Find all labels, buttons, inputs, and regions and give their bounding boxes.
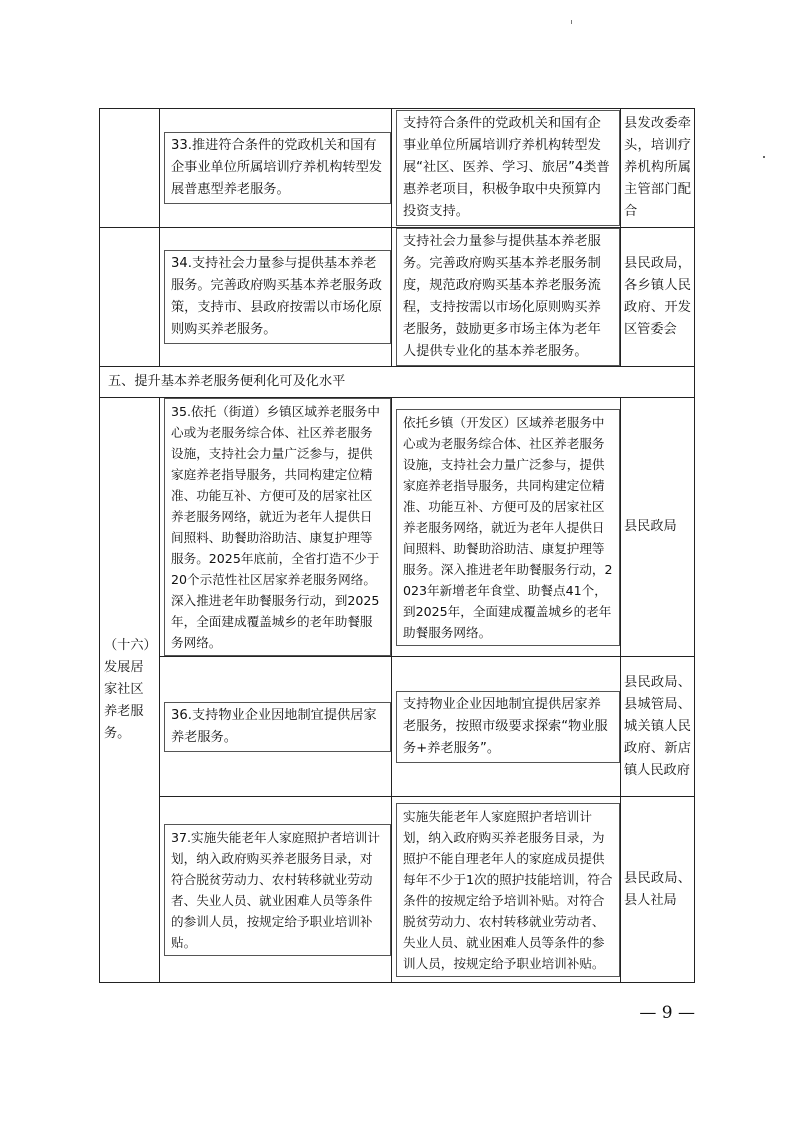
measure-cell bbox=[392, 797, 621, 983]
table-row bbox=[100, 228, 695, 367]
section-row bbox=[100, 367, 695, 398]
scan-dot bbox=[763, 156, 765, 158]
category-cell-empty bbox=[100, 109, 160, 228]
task-cell bbox=[160, 657, 392, 797]
measure-cell bbox=[392, 398, 621, 657]
table-row bbox=[100, 657, 695, 797]
dept-text: 县发改委牵头，培训疗养机构所属主管部门配合 bbox=[621, 109, 695, 228]
task-text: 37.实施失能老年人家庭照护者培训计划，纳入政府购买养老服务目录，对符合脱贫劳动力、农村转移就业劳动者、失业人员、就业困难人员等条件的参训人员，按规定给予职业培训补贴。 bbox=[164, 824, 391, 956]
measure-text: 支持物业企业因地制宜提供居家养老服务，按照市级要求探索“物业服务+养老服务”。 bbox=[396, 691, 620, 763]
task-cell bbox=[160, 398, 392, 657]
category-cell-empty bbox=[100, 228, 160, 367]
measure-text: 支持符合条件的党政机关和国有企事业单位所属培训疗养机构转型发展“社区、医养、学习、旅居”4类普惠养老项目，积极争取中央预算内投资支持。 bbox=[396, 110, 620, 226]
task-cell bbox=[160, 797, 392, 983]
measure-text: 支持社会力量参与提供基本养老服务。完善政府购买基本养老服务制度，规范政府购买基本养老服务流程，支持按需以市场化原则购买养老服务，鼓励更多市场主体为老年人提供专业化的基本养老服务。 bbox=[396, 228, 620, 366]
dept-text: 县民政局，各乡镇人民政府、开发区管委会 bbox=[621, 228, 695, 367]
table-row bbox=[100, 797, 695, 983]
task-cell bbox=[160, 228, 392, 367]
task-text: 36.支持物业企业因地制宜提供居家养老服务。 bbox=[164, 702, 391, 752]
policy-table bbox=[99, 108, 695, 983]
measure-text: 实施失能老年人家庭照护者培训计划，纳入政府购买养老服务目录，为照护不能自理老年人的家庭成员提供每年不少于1次的照护技能培训，符合条件的按规定给予培训补贴。对符合脱贫劳动力、农村转移就业劳动者、失业人员、就业困难人员等条件的参训人员，按规定给予职业培训补贴。 bbox=[396, 803, 620, 977]
section-heading: 五、提升基本养老服务便利化可及化水平 bbox=[100, 367, 695, 398]
table-row bbox=[100, 109, 695, 228]
task-text: 35.依托（街道）乡镇区域养老服务中心或为老服务综合体、社区养老服务设施，支持社会力量广泛参与，提供家庭养老指导服务，共同构建定位精准、功能互补、方便可及的居家社区养老服务网络，就近为老年人提供日间照料、助餐助浴助洁、康复护理等服务。2025年底前，全省打造不少于20个示范性社区居家养老服务网络。深入推进老年助餐服务行动，到2025年，全面建成覆盖城乡的老年助餐服务网络。 bbox=[164, 398, 391, 656]
measure-cell bbox=[392, 109, 621, 228]
category-cell: （十六）发展居家社区养老服务。 bbox=[100, 398, 160, 983]
dept-text: 县民政局 bbox=[621, 398, 695, 657]
task-text: 33.推进符合条件的党政机关和国有企事业单位所属培训疗养机构转型发展普惠型养老服务。 bbox=[164, 132, 391, 204]
dept-text: 县民政局、县城管局、城关镇人民政府、新店镇人民政府 bbox=[621, 657, 695, 797]
measure-cell bbox=[392, 228, 621, 367]
task-cell bbox=[160, 109, 392, 228]
scan-mark bbox=[571, 20, 572, 24]
table-row bbox=[100, 398, 695, 657]
measure-text: 依托乡镇（开发区）区域养老服务中心或为老服务综合体、社区养老服务设施，支持社会力量广泛参与，提供家庭养老指导服务，共同构建定位精准、功能互补、方便可及的居家社区养老服务网络，就近为老年人提供日间照料、助餐助浴助洁、康复护理等服务。深入推进老年助餐服务行动，2023年新增老年食堂、助餐点41个，到2025年，全面建成覆盖城乡的老年助餐服务网络。 bbox=[396, 409, 620, 646]
task-text: 34.支持社会力量参与提供基本养老服务。完善政府购买基本养老服务政策，支持市、县政府按需以市场化原则购买养老服务。 bbox=[164, 250, 391, 344]
measure-cell bbox=[392, 657, 621, 797]
dept-text: 县民政局、县人社局 bbox=[621, 797, 695, 983]
page-number: — 9 — bbox=[639, 1003, 695, 1023]
